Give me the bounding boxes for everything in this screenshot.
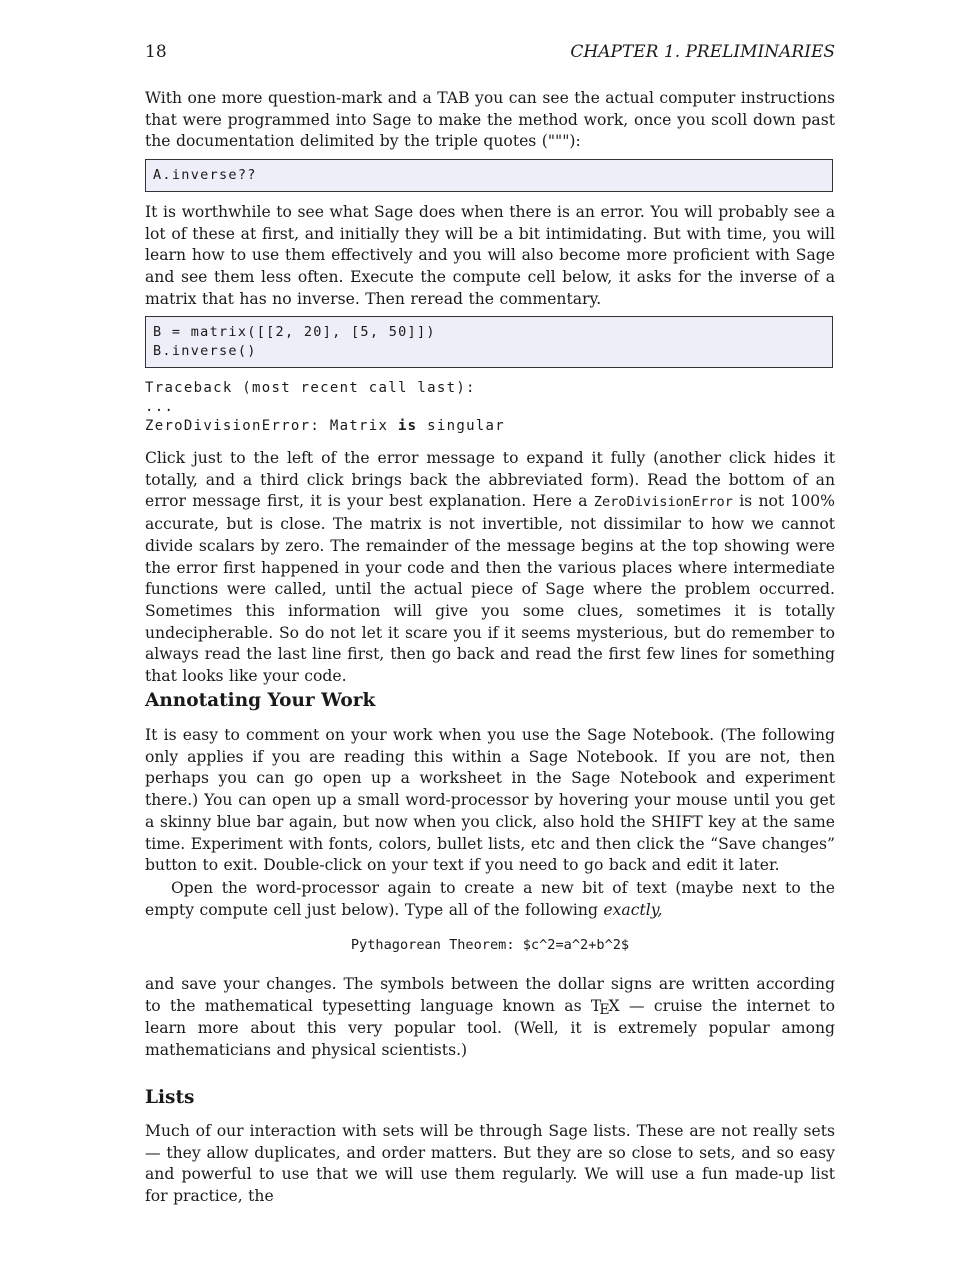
page-number: 18: [145, 42, 167, 62]
code-line: B.inverse(): [153, 342, 257, 359]
running-header: [145, 42, 835, 64]
section-heading-annotating: Annotating Your Work: [145, 690, 376, 711]
paragraph-annotating: It is easy to comment on your work when you use the Sage Notebook. (The following only applies if you are reading this within a Sage Notebook. If you are not, then perhaps you can go open up a worksheet in the Sage Notebook and experiment there.) You can open up a small word-processor by hovering your mouse until you get a skinny blue bar again, but now when you click, also hold the SHIFT key at the same time. Experiment with fonts, colors, bullet lists, etc and then click the “Save changes” button to exit. Double-click on your text if you need to go back and edit it later.: [145, 726, 835, 875]
compute-cell-inverse-source[interactable]: [145, 159, 833, 192]
inline-code: ZeroDivisionError: [593, 494, 733, 511]
traceback-line: Traceback (most recent call last):: [145, 380, 476, 396]
error-message-line: ZeroDivisionError: Matrix is singular: [145, 418, 505, 434]
paragraph-tex: and save your changes. The symbols between the dollar signs are written according to the mathematical typesetting language known as TEX — cruise the internet to learn more about this very popular tool. (Well, it is extremely popular among mathematicians and physical scientists.): [145, 975, 836, 1060]
emphasis: exactly,: [603, 900, 663, 919]
code-line: A.inverse??: [153, 167, 257, 183]
section-heading-lists: Lists: [145, 1087, 195, 1108]
paragraph-word-processor: Open the word-processor again to create a new bit of text (maybe next to the empty compute cell just below). Type all of the following exactly,: [145, 879, 835, 919]
tex-logo: TEX: [590, 996, 620, 1018]
error-output[interactable]: [145, 379, 835, 436]
paragraph-error-explanation: Click just to the left of the error message to expand it fully (another click hides it totally, and a third click brings back the abbreviated form). Read the bottom of an error message first, it is your best explanation. Here a ZeroDivisionError is not 100% accurate, but is close. The matrix is not invertible, not dissimilar to how we cannot divide scalars by zero. The remainder of the message begins at the top showing were the error first happened in your code and then the various places where intermediate functions were called, until the actual piece of Sage where the problem occurred. Sometimes this information will give you some clues, sometimes it is totally undecipherable. So do not let it scare you if it seems mysterious, but do remember to always read the last line first, then go back and read the first few lines for something that looks like your code.: [145, 449, 835, 686]
display-code-pythagorean: Pythagorean Theorem: $c^2=a^2+b^2$: [350, 937, 630, 953]
paragraph-errors: It is worthwhile to see what Sage does when there is an error. You will probably see a lot of these at first, and initially they will be a bit intimidating. But with time, you will learn how to use them effectively and you will also become more proficient with Sage and see them less often. Execute the compute cell below, it asks for the inverse of a matrix that has no inverse. Then reread the commentary.: [145, 203, 835, 308]
code-line: B = matrix([[2, 20], [5, 50]]): [153, 324, 436, 340]
chapter-title: CHAPTER 1. PRELIMINARIES: [570, 42, 835, 62]
paragraph-lists: Much of our interaction with sets will be through Sage lists. These are not really sets — they allow duplicates, and order matters. But they are so close to sets, and so easy and powerful to use that we will use them regularly. We will use a fun made-up list for practice, the: [145, 1122, 835, 1206]
paragraph-question-mark: With one more question-mark and a TAB you can see the actual computer instructions that were programmed into Sage to make the method work, once you scoll down past the documentation delimited by the triple quotes ("""):: [145, 89, 835, 151]
compute-cell-singular-matrix[interactable]: [145, 316, 833, 368]
traceback-ellipsis: ...: [145, 399, 175, 415]
